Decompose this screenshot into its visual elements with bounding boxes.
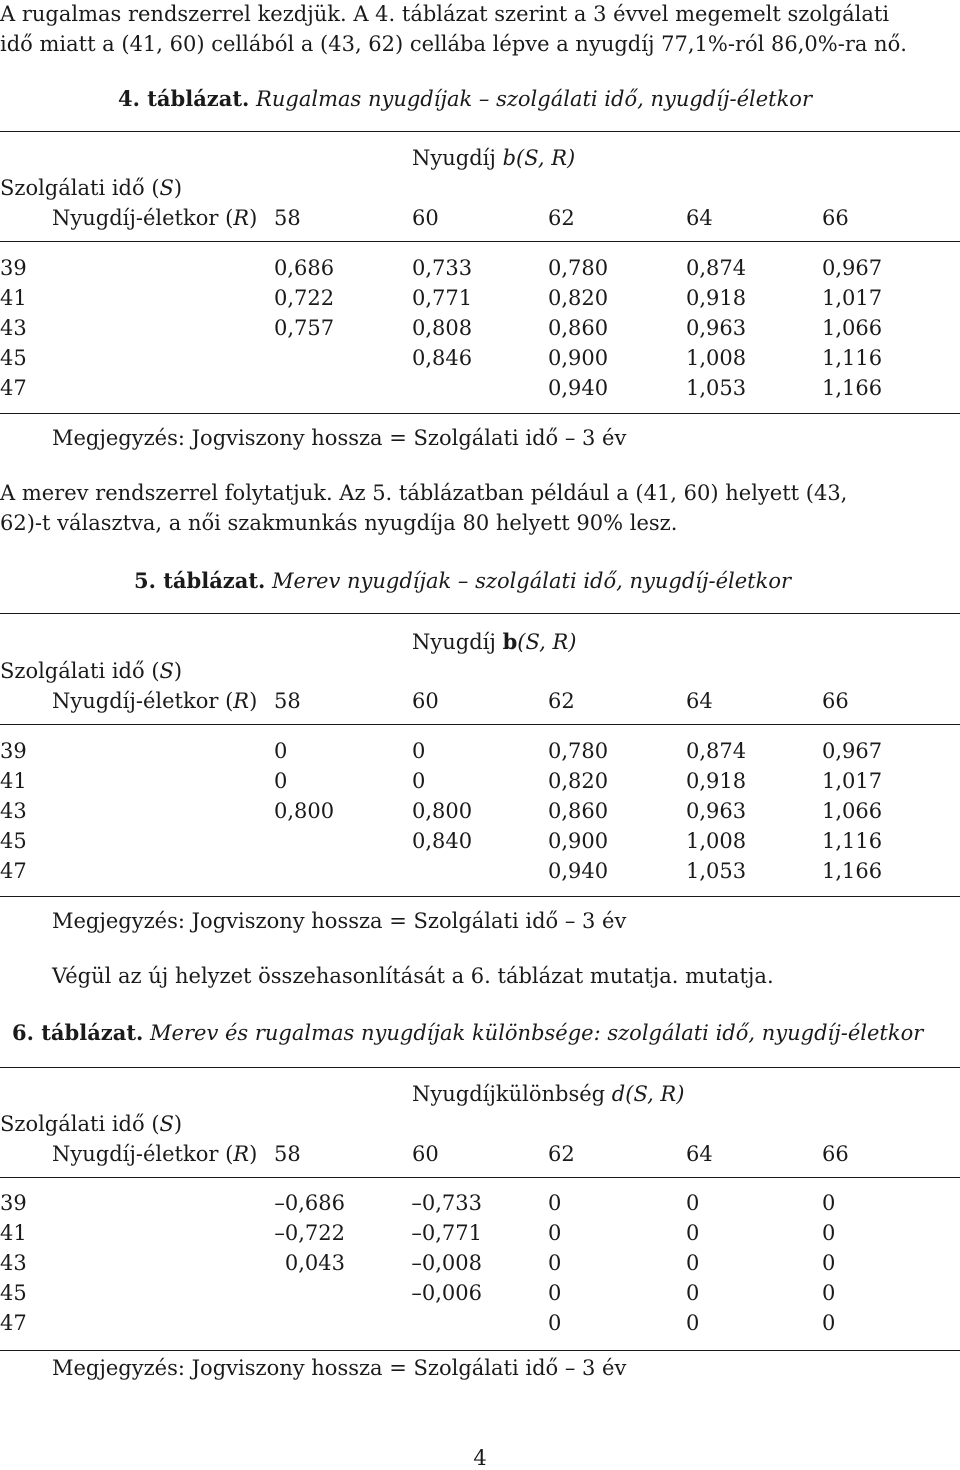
table-cell: –0,006 [411, 1281, 482, 1305]
table-cell: 0,780 [548, 739, 609, 763]
table-cell: 0,940 [548, 376, 609, 400]
table-cell: 0,900 [548, 346, 609, 370]
table-cell: 0 [686, 1191, 700, 1215]
table-5-group-header: Nyugdíj b(S, R) [412, 629, 577, 654]
table-cell: 1,053 [686, 859, 747, 883]
column-header: 64 [686, 1142, 713, 1166]
row-label: 39 [0, 1191, 27, 1215]
table-6-caption-title: Merev és rugalmas nyugdíjak különbsége: szolgálati idő, nyugdíj-életkor [150, 1021, 924, 1045]
table-5-note: Megjegyzés: Jogviszony hossza = Szolgálati idő – 3 év [52, 909, 627, 933]
table-4-bottom-rule [0, 413, 960, 414]
column-header: 62 [548, 689, 575, 713]
table-6-caption [12, 1022, 923, 1044]
table-cell: 0,800 [412, 799, 473, 823]
table-cell: 0,963 [686, 799, 747, 823]
table-5-caption [134, 570, 791, 592]
column-header: 62 [548, 1142, 575, 1166]
table-cell: 0,043 [284, 1251, 345, 1275]
row-label: 47 [0, 376, 27, 400]
table-4-note: Megjegyzés: Jogviszony hossza = Szolgálati idő – 3 év [52, 426, 627, 450]
table-4-caption-label: 4. táblázat. [118, 86, 250, 111]
row-label: 47 [0, 859, 27, 883]
table-cell: 0 [822, 1191, 836, 1215]
table-5-caption-title: Merev nyugdíjak – szolgálati idő, nyugdíj-életkor [272, 569, 792, 593]
table-6-group-header: Nyugdíjkülönbség d(S, R) [412, 1082, 685, 1106]
table-cell: 0,874 [686, 739, 747, 763]
column-header: 66 [822, 689, 849, 713]
row-label: 45 [0, 829, 27, 853]
table-cell: 1,008 [686, 829, 747, 853]
row-label: 45 [0, 1281, 27, 1305]
table-cell: 0,860 [548, 316, 609, 340]
table-cell: 0 [822, 1221, 836, 1245]
table-cell: 0 [822, 1311, 836, 1335]
table-cell: 0,874 [686, 256, 747, 280]
table-cell: 0 [548, 1221, 562, 1245]
table-cell: –0,008 [411, 1251, 482, 1275]
table-cell: 0,967 [822, 256, 883, 280]
table-cell: 0,722 [274, 286, 335, 310]
column-header: 64 [686, 689, 713, 713]
row-label: 41 [0, 769, 27, 793]
table-cell: 0,900 [548, 829, 609, 853]
table-6-mid-rule [0, 1177, 960, 1178]
intro-line-1: A rugalmas rendszerrel kezdjük. A 4. táblázat szerint a 3 évvel megemelt szolgálati [0, 2, 890, 26]
table-cell: 1,166 [822, 376, 883, 400]
table-cell: 0,808 [412, 316, 473, 340]
row-label: 43 [0, 316, 27, 340]
table-5-row-header: Szolgálati idő (S) [0, 659, 183, 683]
column-header: 60 [412, 1142, 439, 1166]
table-5-top-rule [0, 613, 960, 614]
column-header: 66 [822, 206, 849, 230]
table-cell: 1,116 [822, 346, 883, 370]
table-cell: 1,116 [822, 829, 883, 853]
column-header: 58 [274, 689, 301, 713]
table-cell: 0,963 [686, 316, 747, 340]
row-label: 39 [0, 256, 27, 280]
row-label: 41 [0, 286, 27, 310]
column-header: 58 [274, 1142, 301, 1166]
table-cell: 0 [822, 1251, 836, 1275]
table-cell: 0,800 [274, 799, 335, 823]
table-4-col-header: Nyugdíj-életkor (R) [52, 206, 258, 230]
table-4-row-header: Szolgálati idő (S) [0, 176, 183, 200]
table-4-caption [118, 88, 812, 110]
column-header: 60 [412, 206, 439, 230]
outro-line-1: Végül az új helyzet összehasonlítását a 6. táblázat mutatja. mutatja. [52, 964, 774, 988]
table-cell: –0,771 [411, 1221, 482, 1245]
row-label: 43 [0, 1251, 27, 1275]
table-cell: 0,967 [822, 739, 883, 763]
row-label: 47 [0, 1311, 27, 1335]
table-cell: 0 [548, 1251, 562, 1275]
table-cell: 0 [686, 1311, 700, 1335]
table-cell: 0,757 [274, 316, 335, 340]
table-5-mid-rule [0, 724, 960, 725]
table-5-col-header: Nyugdíj-életkor (R) [52, 689, 258, 713]
table-cell: 0 [686, 1221, 700, 1245]
table-6-caption-label: 6. táblázat. [12, 1020, 144, 1045]
table-cell: –0,733 [411, 1191, 482, 1215]
table-cell: 0,733 [412, 256, 473, 280]
mid-line-1: A merev rendszerrel folytatjuk. Az 5. táblázatban például a (41, 60) helyett (43, [0, 481, 848, 505]
table-6-top-rule [0, 1067, 960, 1068]
table-cell: 0 [412, 739, 426, 763]
table-cell: –0,722 [274, 1221, 345, 1245]
table-4-caption-title: Rugalmas nyugdíjak – szolgálati idő, nyugdíj-életkor [256, 87, 812, 111]
table-cell: 0,780 [548, 256, 609, 280]
table-cell: 0,686 [274, 256, 335, 280]
table-cell: 1,066 [822, 316, 883, 340]
table-cell: 0,820 [548, 769, 609, 793]
table-cell: 0,918 [686, 286, 747, 310]
table-cell: 0 [548, 1191, 562, 1215]
column-header: 64 [686, 206, 713, 230]
table-cell: 1,017 [822, 769, 883, 793]
table-4-mid-rule [0, 241, 960, 242]
table-cell: 0,860 [548, 799, 609, 823]
table-6-col-header: Nyugdíj-életkor (R) [52, 1142, 258, 1166]
table-cell: 0 [548, 1311, 562, 1335]
column-header: 60 [412, 689, 439, 713]
table-cell: 0,940 [548, 859, 609, 883]
row-label: 39 [0, 739, 27, 763]
table-cell: 1,166 [822, 859, 883, 883]
table-6-bottom-rule [0, 1350, 960, 1351]
table-5-bottom-rule [0, 896, 960, 897]
table-cell: 0,846 [412, 346, 473, 370]
table-cell: 0 [822, 1281, 836, 1305]
table-cell: 0 [686, 1281, 700, 1305]
table-cell: 0 [274, 739, 288, 763]
table-4-top-rule [0, 131, 960, 132]
table-cell: –0,686 [274, 1191, 345, 1215]
column-header: 58 [274, 206, 301, 230]
table-6-note: Megjegyzés: Jogviszony hossza = Szolgálati idő – 3 év [52, 1356, 627, 1380]
table-cell: 0,840 [412, 829, 473, 853]
row-label: 45 [0, 346, 27, 370]
table-cell: 0 [548, 1281, 562, 1305]
table-cell: 1,053 [686, 376, 747, 400]
table-cell: 0 [412, 769, 426, 793]
table-cell: 0,820 [548, 286, 609, 310]
table-cell: 0,771 [412, 286, 473, 310]
table-6-row-header: Szolgálati idő (S) [0, 1112, 183, 1136]
mid-line-2: 62)-t választva, a női szakmunkás nyugdíja 80 helyett 90% lesz. [0, 511, 678, 535]
table-cell: 1,066 [822, 799, 883, 823]
row-label: 43 [0, 799, 27, 823]
table-4-group-header: Nyugdíj b(S, R) [412, 146, 576, 170]
page-number: 4 [473, 1446, 487, 1470]
column-header: 62 [548, 206, 575, 230]
table-cell: 0,918 [686, 769, 747, 793]
table-cell: 1,017 [822, 286, 883, 310]
row-label: 41 [0, 1221, 27, 1245]
column-header: 66 [822, 1142, 849, 1166]
table-cell: 1,008 [686, 346, 747, 370]
table-cell: 0 [686, 1251, 700, 1275]
table-cell: 0 [274, 769, 288, 793]
intro-line-2: idő miatt a (41, 60) cellából a (43, 62) cellába lépve a nyugdíj 77,1%-ról 86,0%-ra nő. [0, 32, 907, 56]
table-5-caption-label: 5. táblázat. [134, 568, 266, 593]
